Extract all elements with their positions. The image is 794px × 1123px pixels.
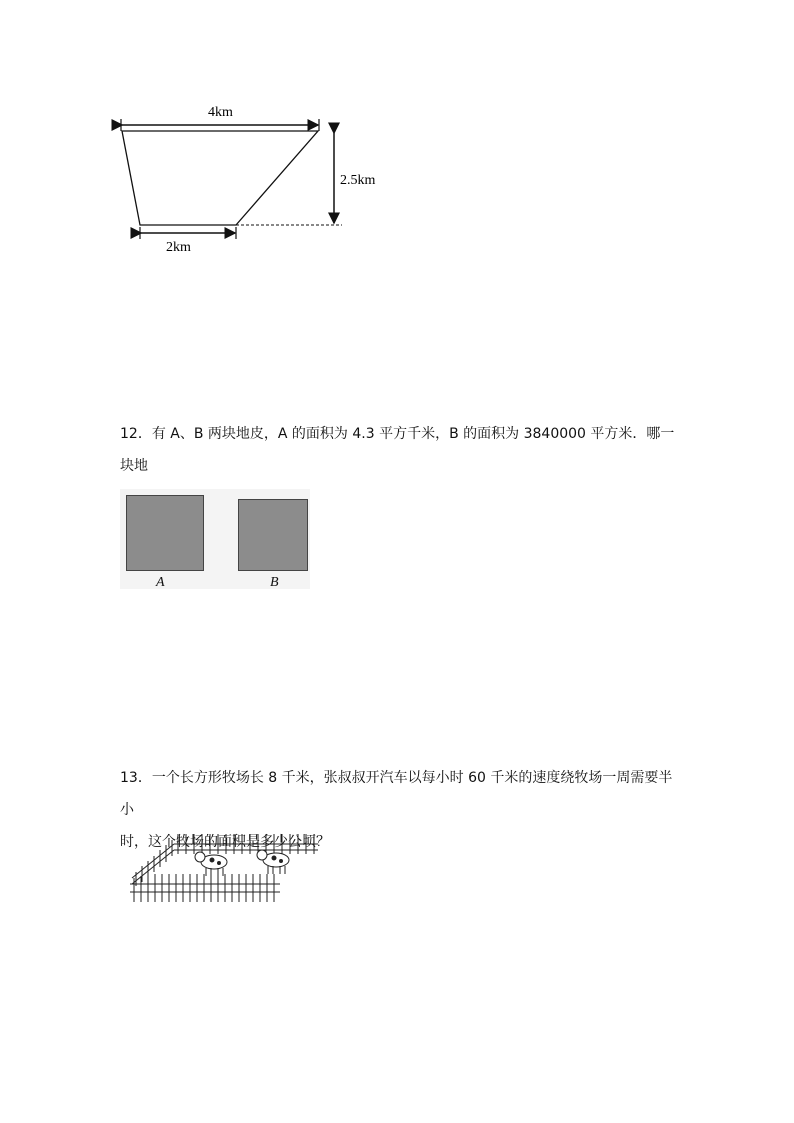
question-13-line2: 时，这个牧场的面积是多少公顷？ [120, 834, 330, 850]
height-label: 2.5km [340, 173, 376, 188]
pasture-fence-illustration [128, 826, 322, 906]
top-length-label: 4km [208, 105, 233, 120]
land-a-label: A [156, 575, 165, 590]
cow-icon [195, 852, 227, 876]
question-13-line1: 13．一个长方形牧场长 8 千米，张叔叔开汽车以每小时 60 千米的速度绕牧场一周需要半小 [120, 770, 673, 818]
land-a-square [126, 495, 204, 571]
land-figure [120, 489, 310, 589]
land-b-label: B [270, 575, 279, 590]
trapezoid-figure [110, 95, 410, 265]
question-12-line1: 12．有 A、B 两块地皮，A 的面积为 4.3 平方千米，B 的面积为 3840000 平方米．哪一块地 [120, 426, 675, 474]
cow-icon [257, 850, 289, 874]
trapezoid-shape [122, 131, 318, 225]
bottom-length-label: 2km [166, 240, 191, 255]
land-b-square [238, 499, 308, 571]
